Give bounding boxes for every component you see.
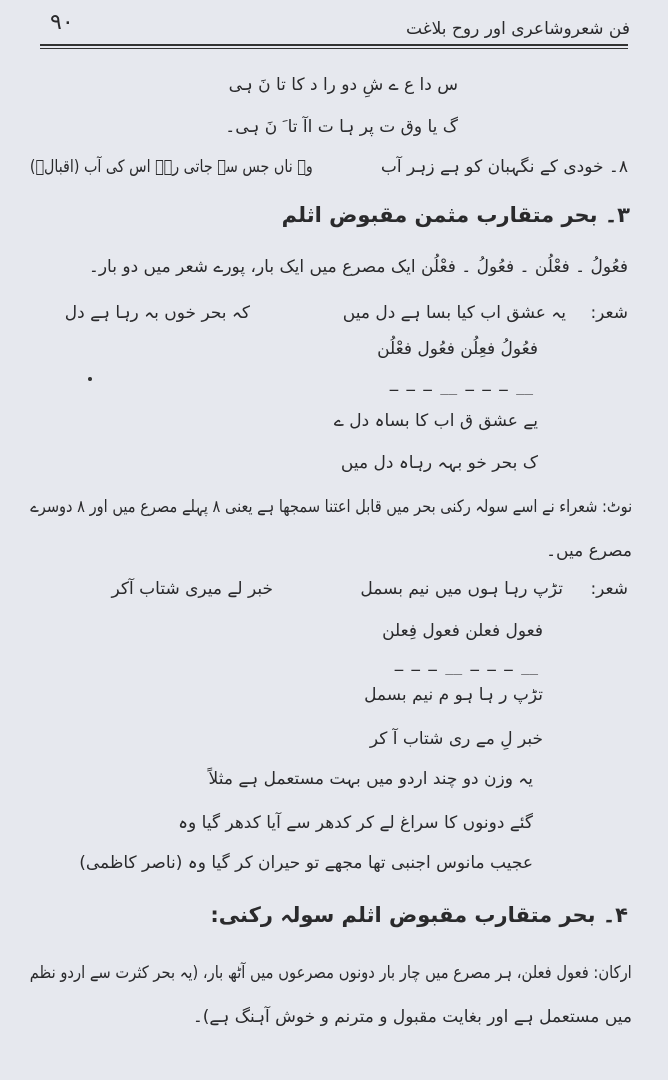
scansion-line: تڑپ ر ہا ہو م نیم بسمل <box>364 685 543 705</box>
scansion-line: س دا ع ے شِ دو را د کا تا نَ ہی <box>228 75 458 95</box>
meter-feet: فعُولُ فعِلُن فعُول فعْلُن <box>377 339 538 359</box>
verse-line: عجیب مانوس اجنبی تھا مجھے تو حیران کر گیا وہ (ناصر کاظمی) <box>79 853 533 873</box>
header-rule <box>40 44 628 46</box>
scansion-line: خبر لِ مے ری شتاب آ کر <box>369 729 543 749</box>
meter-feet: فعول فعلن فعول فِعلن <box>382 621 543 641</box>
scansion-line: گ یا وق ت پر ہا ت اآ تا َ نَ ہی۔ <box>225 117 458 137</box>
body-text: ارکان: فعول فعلن، ہر مصرع میں چار بار دونوں مصرعوں میں آٹھ بار، (یہ بحر کثرت سے اردو نظم <box>29 963 632 983</box>
verse-first-hemistich: تڑپ رہا ہوں میں نیم بسمل <box>360 579 563 599</box>
scansion-line: ک بحر خو بہہ رہاہ دل میں <box>340 453 538 473</box>
verse-label: شعر: <box>590 579 628 599</box>
verse-line: گئے دونوں کا سراغ لے کر کدھر سے آیا کدھر گیا وہ <box>178 813 533 833</box>
running-title: فن شعروشاعری اور روح بلاغت <box>406 19 630 39</box>
page-number: ۹۰ <box>50 10 74 35</box>
scansion-line: یے عشق ق اب کا بساہ دل ے <box>333 411 538 431</box>
note-text: مصرع میں۔ <box>546 541 632 561</box>
body-text: یہ وزن دو چند اردو میں بہت مستعمل ہے مثلاً <box>208 769 533 789</box>
print-speck <box>88 377 92 381</box>
verse-label: شعر: <box>590 303 628 323</box>
note-text: نوٹ: شعراء نے اسے سولہ رکنی بحر میں قابل اعتنا سمجھا ہے یعنی ۸ پہلے مصرع میں اور ۸ دوسرے <box>30 497 632 517</box>
body-text: میں مستعمل ہے اور بغایت مقبول و مترنم و خوش آہنگ ہے)۔ <box>192 1007 632 1027</box>
section-heading: ۴۔ بحر متقارب مقبوض اثلم سولہ رکنی: <box>210 903 628 927</box>
verse-first-hemistich: ۸۔ خودی کے نگہبان کو ہے زہر آب <box>380 157 628 177</box>
section-heading: ۳۔ بحر متقارب مثمن مقبوض اثلم <box>281 203 630 227</box>
body-text: فعُولُ ۔ فعْلُن ۔ فعُولُ ۔ فعْلُن ایک مصرع میں ایک بار، پورے شعر میں دو بار۔ <box>88 257 628 277</box>
meter-marks: __ ـ ـ ـ __ ـ ـ ـ <box>394 659 538 675</box>
verse-second-hemistich: کہ بحر خوں بہ رہا ہے دل <box>64 303 250 323</box>
verse-first-hemistich: یہ عشق اب کیا بسا ہے دل میں <box>342 303 566 323</box>
meter-marks: __ ـ ـ ـ __ ـ ـ ـ <box>389 379 533 395</box>
verse-second-hemistich: وہ ناں جس سے جاتی رہے اس کی آب (اقبالؔ) <box>30 157 313 177</box>
header-rule-thin <box>40 48 628 49</box>
verse-second-hemistich: خبر لے میری شتاب آکر <box>111 579 273 599</box>
